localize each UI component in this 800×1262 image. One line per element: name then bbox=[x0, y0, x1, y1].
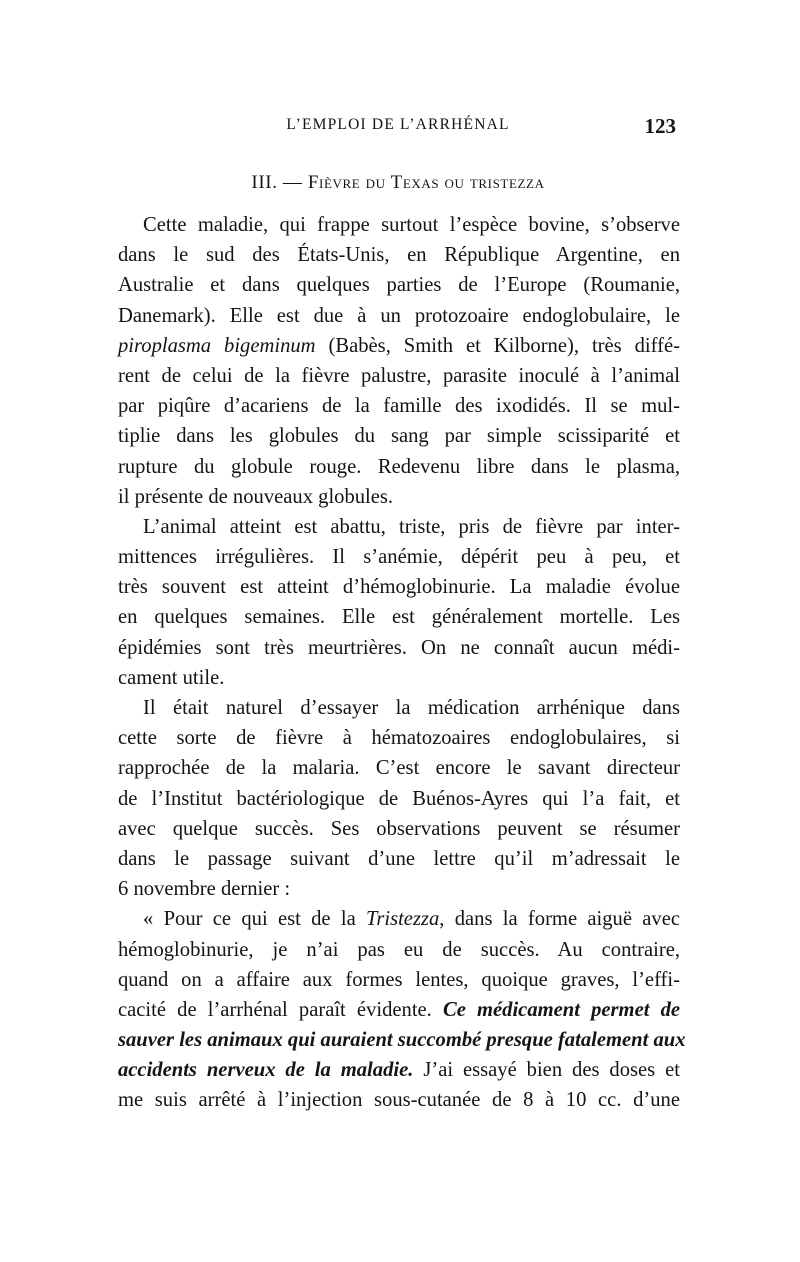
emphasis-text: accidents nerveux de la maladie. bbox=[118, 1059, 414, 1082]
text-span: J’ai essayé bien des doses et bbox=[413, 1059, 680, 1082]
text-line: il présente de nouveaux globules. bbox=[118, 485, 394, 508]
text-line: de l’Institut bactériologique de Buénos-Ayres qui l’a fait, et bbox=[118, 787, 680, 810]
text-line: quand on a affaire aux formes lentes, quoique graves, l’effi- bbox=[118, 968, 680, 991]
species-name: piroplasma bigeminum bbox=[118, 334, 316, 357]
text-line bbox=[118, 1055, 680, 1085]
text-line bbox=[118, 995, 680, 1025]
text-line: L’animal atteint est abattu, triste, pris de fièvre par inter- bbox=[143, 515, 680, 538]
text-line: rupture du globule rouge. Redevenu libre dans le plasma, bbox=[118, 455, 680, 478]
text-line: me suis arrêté à l’injection sous-cutanée de 8 à 10 cc. d’une bbox=[118, 1089, 680, 1112]
disease-name: Tristezza bbox=[366, 908, 440, 931]
text-line: Australie et dans quelques parties de l’Europe (Roumanie, bbox=[118, 274, 680, 297]
emphasis-line: sauver les animaux qui auraient succombé presque fatalement aux bbox=[118, 1029, 686, 1052]
text-line: rent de celui de la fièvre palustre, parasite inoculé à l’animal bbox=[118, 364, 680, 387]
text-line bbox=[118, 331, 680, 361]
text-line: en quelques semaines. Elle est généralement mortelle. Les bbox=[118, 606, 680, 629]
section-heading: Fièvre du Texas ou tristezza bbox=[307, 172, 545, 193]
running-head bbox=[118, 114, 678, 144]
text-line: mittences irrégulières. Il s’anémie, dépérit peu à peu, et bbox=[118, 546, 680, 569]
text-line: Danemark). Elle est due à un protozoaire endoglobulaire, le bbox=[118, 304, 680, 327]
text-line: rapprochée de la malaria. C’est encore le savant directeur bbox=[118, 757, 680, 780]
text-span: cacité de l’arrhénal paraît évidente. bbox=[118, 998, 443, 1021]
text-line: épidémies sont très meurtrières. On ne connaît aucun médi- bbox=[118, 636, 680, 659]
text-line: tiplie dans les globules du sang par simple scissiparité et bbox=[118, 425, 680, 448]
text-line: cette sorte de fièvre à hématozoaires endoglobulaires, si bbox=[118, 727, 680, 750]
text-line: Cette maladie, qui frappe surtout l’espèce bovine, s’observe bbox=[143, 214, 680, 236]
text-span: (Babès, Smith et Kilborne), très diffé- bbox=[315, 334, 680, 357]
emphasis-text: Ce médicament permet de bbox=[442, 998, 681, 1021]
text-span: , dans la forme aiguë avec bbox=[439, 908, 680, 931]
text-line: dans le passage suivant d’une lettre qu’il m’adressait le bbox=[118, 847, 680, 870]
section-title bbox=[118, 172, 678, 194]
running-title: L’EMPLOI DE L’ARRHÉNAL bbox=[286, 116, 510, 133]
text-line: 6 novembre dernier : bbox=[118, 878, 291, 901]
text-line: hémoglobinurie, je n’ai pas eu de succès. Au contraire, bbox=[118, 938, 680, 961]
text-line: par piqûre d’acariens de la famille des ixodidés. Il se mul- bbox=[118, 395, 680, 418]
text-line: avec quelque succès. Ses observations peuvent se résumer bbox=[118, 817, 680, 840]
body-text bbox=[118, 210, 686, 1116]
text-line: cament utile. bbox=[118, 666, 225, 689]
text-span: « Pour ce qui est de la bbox=[143, 908, 367, 931]
text-line bbox=[118, 904, 680, 934]
text-line: dans le sud des États-Unis, en République Argentine, en bbox=[118, 244, 680, 267]
section-numeral: III. — bbox=[251, 172, 308, 193]
text-line: très souvent est atteint d’hémoglobinurie. La maladie évolue bbox=[118, 576, 680, 599]
text-line: Il était naturel d’essayer la médication arrhénique dans bbox=[143, 697, 680, 719]
page-number: 123 bbox=[644, 114, 676, 138]
